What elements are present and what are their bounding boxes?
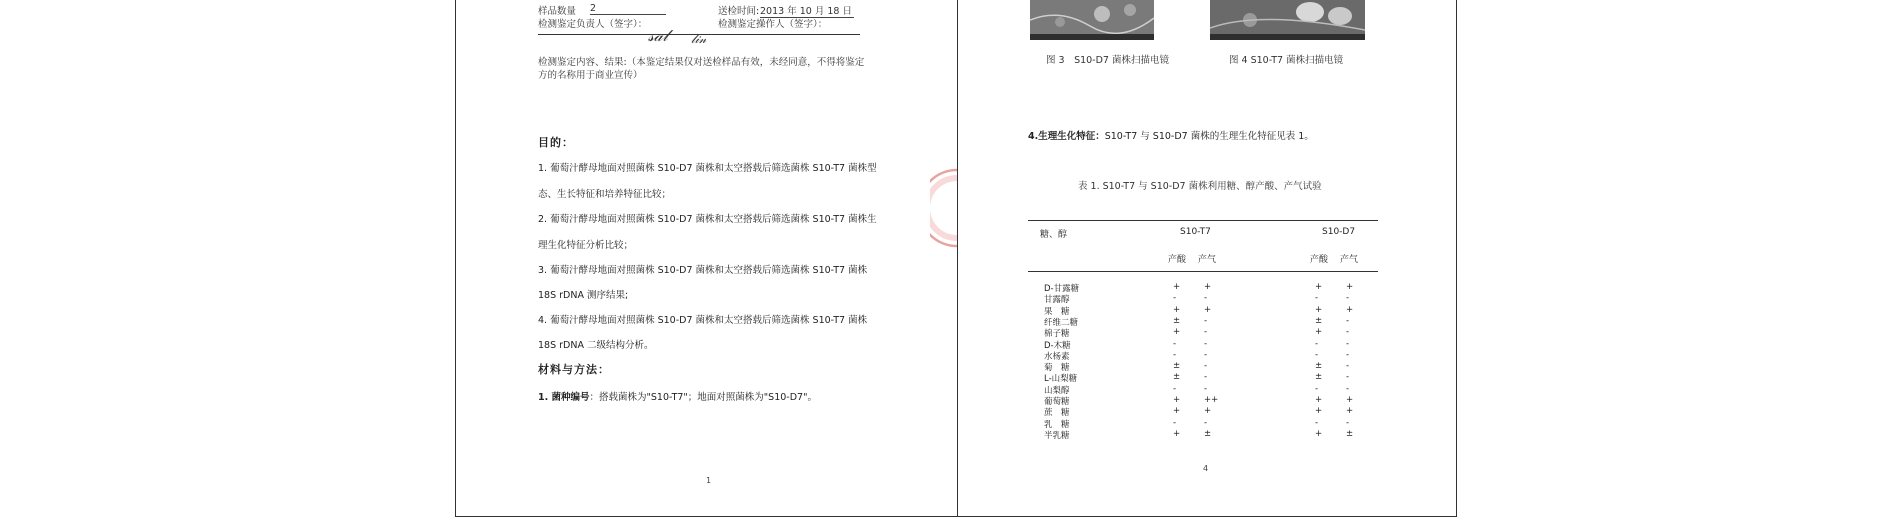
signature-2: 𝓁𝒾𝓃 xyxy=(691,32,707,46)
table-cell-name: 纤维二糖 xyxy=(1044,317,1079,328)
section-text: S10-T7 与 S10-D7 菌株的生理生化特征见表 1。 xyxy=(1104,131,1314,142)
table-cell-a-acid: + xyxy=(1173,282,1181,292)
table-cell-a-acid: + xyxy=(1173,406,1181,417)
table-cell-b-acid: + xyxy=(1315,395,1323,405)
table-cell-a-acid: - xyxy=(1173,293,1177,304)
left-document-page xyxy=(455,0,957,517)
table-cell-a-gas: - xyxy=(1204,361,1208,372)
table-cell-name: 山梨醇 xyxy=(1044,385,1070,396)
table-cell-a-gas: - xyxy=(1204,349,1208,360)
table-cell-b-gas: + xyxy=(1346,304,1354,315)
send-date-label: 送检时间: xyxy=(718,6,760,17)
table-cell-a-acid: + xyxy=(1173,428,1181,439)
purpose-item-line: 1. 葡萄汁酵母地面对照菌株 S10-D7 菌株和太空搭载后筛选菌株 S10-T7 菌株型 xyxy=(538,163,877,174)
table-sub-acid-a: 产酸 xyxy=(1168,255,1187,265)
section-heading: 4.生理生化特征： xyxy=(1028,131,1105,142)
responsible-label: 检测鉴定负责人（签字）： xyxy=(538,19,648,30)
table-cell-b-acid: - xyxy=(1315,383,1319,394)
table-cell-b-gas: - xyxy=(1346,315,1350,326)
page-number: 4 xyxy=(1203,464,1209,473)
table-cell-b-acid: - xyxy=(1315,293,1319,304)
table-cell-a-acid: ± xyxy=(1173,361,1181,372)
table-cell-b-gas: - xyxy=(1346,417,1350,428)
table-cell-b-acid: + xyxy=(1315,327,1323,338)
purpose-item-line: 4. 葡萄汁酵母地面对照菌株 S10-D7 菌株和太空搭载后筛选菌株 S10-T7 菌株 xyxy=(538,315,868,326)
right-document-page xyxy=(957,0,1457,517)
sem-info-strip xyxy=(1210,34,1365,40)
table-cell-b-gas: - xyxy=(1346,293,1350,304)
fig4-caption: 图 4 S10-T7 菌株扫描电镜 xyxy=(1229,55,1344,66)
table-cell-b-acid: ± xyxy=(1315,361,1323,372)
table-sub-gas-a: 产气 xyxy=(1198,255,1217,265)
table-cell-b-gas: + xyxy=(1346,395,1354,405)
table-cell-a-acid: + xyxy=(1173,395,1181,405)
table-cell-b-acid: ± xyxy=(1315,315,1323,326)
table-top-rule xyxy=(1028,220,1378,221)
table-cell-name: 葡萄糖 xyxy=(1044,397,1070,407)
table-cell-b-gas: ± xyxy=(1346,428,1354,439)
table-sub-acid-b: 产酸 xyxy=(1310,255,1329,265)
sem-info-strip xyxy=(1030,34,1154,40)
section-4-line xyxy=(1028,128,1314,142)
table-cell-a-acid: - xyxy=(1173,417,1177,428)
methods-heading: 材料与方法： xyxy=(538,363,610,376)
table-cell-b-acid: + xyxy=(1315,428,1323,439)
table-cell-b-acid: ± xyxy=(1315,372,1323,383)
table-cell-a-gas: - xyxy=(1204,372,1208,383)
table-cell-name: 菊 糖 xyxy=(1044,363,1070,374)
table-cell-a-acid: ± xyxy=(1173,315,1181,326)
notice-line-2: 方的名称用于商业宣传） xyxy=(538,70,643,81)
red-seal-stamp xyxy=(930,168,958,248)
table-cell-b-acid: - xyxy=(1315,338,1319,349)
table-cell-b-acid: - xyxy=(1315,349,1319,360)
table-cell-b-acid: + xyxy=(1315,282,1323,292)
page-number: 1 xyxy=(706,476,712,485)
table-title: 表 1. S10-T7 与 S10-D7 菌株利用糖、醇产酸、产气试验 xyxy=(1078,181,1322,192)
sample-count-value: 2 xyxy=(590,3,666,15)
strain-line xyxy=(538,389,817,403)
table-cell-a-gas: - xyxy=(1204,383,1208,394)
table-cell-a-acid: - xyxy=(1173,338,1177,349)
table-cell-b-gas: + xyxy=(1346,406,1354,417)
table-cell-b-gas: - xyxy=(1346,327,1350,338)
table-cell-a-gas: + xyxy=(1204,406,1212,417)
table-cell-a-gas: + xyxy=(1204,282,1212,292)
table-cell-a-gas: - xyxy=(1204,417,1208,428)
table-cell-a-gas: - xyxy=(1204,293,1208,304)
purpose-item-line: 18S rDNA 二级结构分析。 xyxy=(538,340,654,351)
purpose-item-line: 理生化特征分析比较； xyxy=(538,240,634,251)
table-cell-a-acid: - xyxy=(1173,349,1177,360)
signature-1: 𝓈𝒶𝓁 xyxy=(648,26,668,45)
table-col-label: 糖、醇 xyxy=(1040,230,1068,240)
strain-label: 1. 菌种编号 xyxy=(538,392,590,403)
table-cell-a-gas: - xyxy=(1204,315,1208,326)
purpose-item-line: 18S rDNA 测序结果; xyxy=(538,290,629,301)
table-cell-name: 水杨素 xyxy=(1044,351,1070,362)
table-cell-b-gas: - xyxy=(1346,361,1350,372)
sem-photo-fig3 xyxy=(1030,0,1154,40)
table-cell-name: 甘露醇 xyxy=(1044,295,1070,306)
sample-count-label: 样品数量 xyxy=(538,6,577,17)
table-header-rule xyxy=(1028,271,1378,272)
table-cell-name: 半乳糖 xyxy=(1044,430,1070,441)
table-cell-a-acid: - xyxy=(1173,383,1177,394)
table-cell-name: 果 糖 xyxy=(1044,306,1070,317)
fig3-caption: 图 3 S10-D7 菌株扫描电镜 xyxy=(1046,55,1169,66)
table-cell-b-gas: + xyxy=(1346,282,1354,292)
table-cell-name: D-木糖 xyxy=(1044,340,1071,351)
purpose-item-line: 2. 葡萄汁酵母地面对照菌株 S10-D7 菌株和太空搭载后筛选菌株 S10-T7 菌株生 xyxy=(538,214,877,225)
table-cell-a-gas: ++ xyxy=(1204,395,1219,405)
operator-label: 检测鉴定操作人（签字）： xyxy=(718,19,828,30)
table-cell-name: 棉子糖 xyxy=(1044,329,1070,340)
table-strain-a: S10-T7 xyxy=(1180,227,1211,237)
table-cell-b-gas: - xyxy=(1346,338,1350,349)
table-cell-b-gas: - xyxy=(1346,349,1350,360)
purpose-heading: 目的： xyxy=(538,136,574,149)
table-strain-b: S10-D7 xyxy=(1322,227,1356,237)
table-cell-a-acid: + xyxy=(1173,327,1181,338)
table-cell-name: 蔗 糖 xyxy=(1044,408,1070,419)
table-cell-b-acid: + xyxy=(1315,406,1323,417)
purpose-item-line: 态、生长特征和培养特征比较； xyxy=(538,189,672,200)
table-cell-b-gas: - xyxy=(1346,383,1350,394)
purpose-item-line: 3. 葡萄汁酵母地面对照菌株 S10-D7 菌株和太空搭载后筛选菌株 S10-T7 菌株 xyxy=(538,265,868,276)
table-cell-b-acid: + xyxy=(1315,304,1323,315)
table-cell-a-gas: + xyxy=(1204,304,1212,315)
table-cell-a-gas: ± xyxy=(1204,428,1212,439)
notice-line-1: 检测鉴定内容、结果:（本鉴定结果仅对送检样品有效，未经同意，不得将鉴定 xyxy=(538,57,865,68)
strain-text: ：搭载菌株为"S10-T7"；地面对照菌株为"S10-D7"。 xyxy=(589,392,817,403)
table-cell-name: L-山梨糖 xyxy=(1044,374,1078,385)
send-date-value: 2013 年 10 月 18 日 xyxy=(760,3,854,18)
table-sub-gas-b: 产气 xyxy=(1340,255,1359,265)
table-cell-b-gas: - xyxy=(1346,372,1350,383)
sem-photo-fig4 xyxy=(1210,0,1365,40)
table-cell-name: D-甘露糖 xyxy=(1044,284,1080,294)
table-cell-a-gas: - xyxy=(1204,338,1208,349)
table-cell-a-acid: + xyxy=(1173,304,1181,315)
table-cell-a-gas: - xyxy=(1204,327,1208,338)
table-cell-name: 乳 糖 xyxy=(1044,419,1070,430)
table-cell-a-acid: ± xyxy=(1173,372,1181,383)
table-cell-b-acid: - xyxy=(1315,417,1319,428)
